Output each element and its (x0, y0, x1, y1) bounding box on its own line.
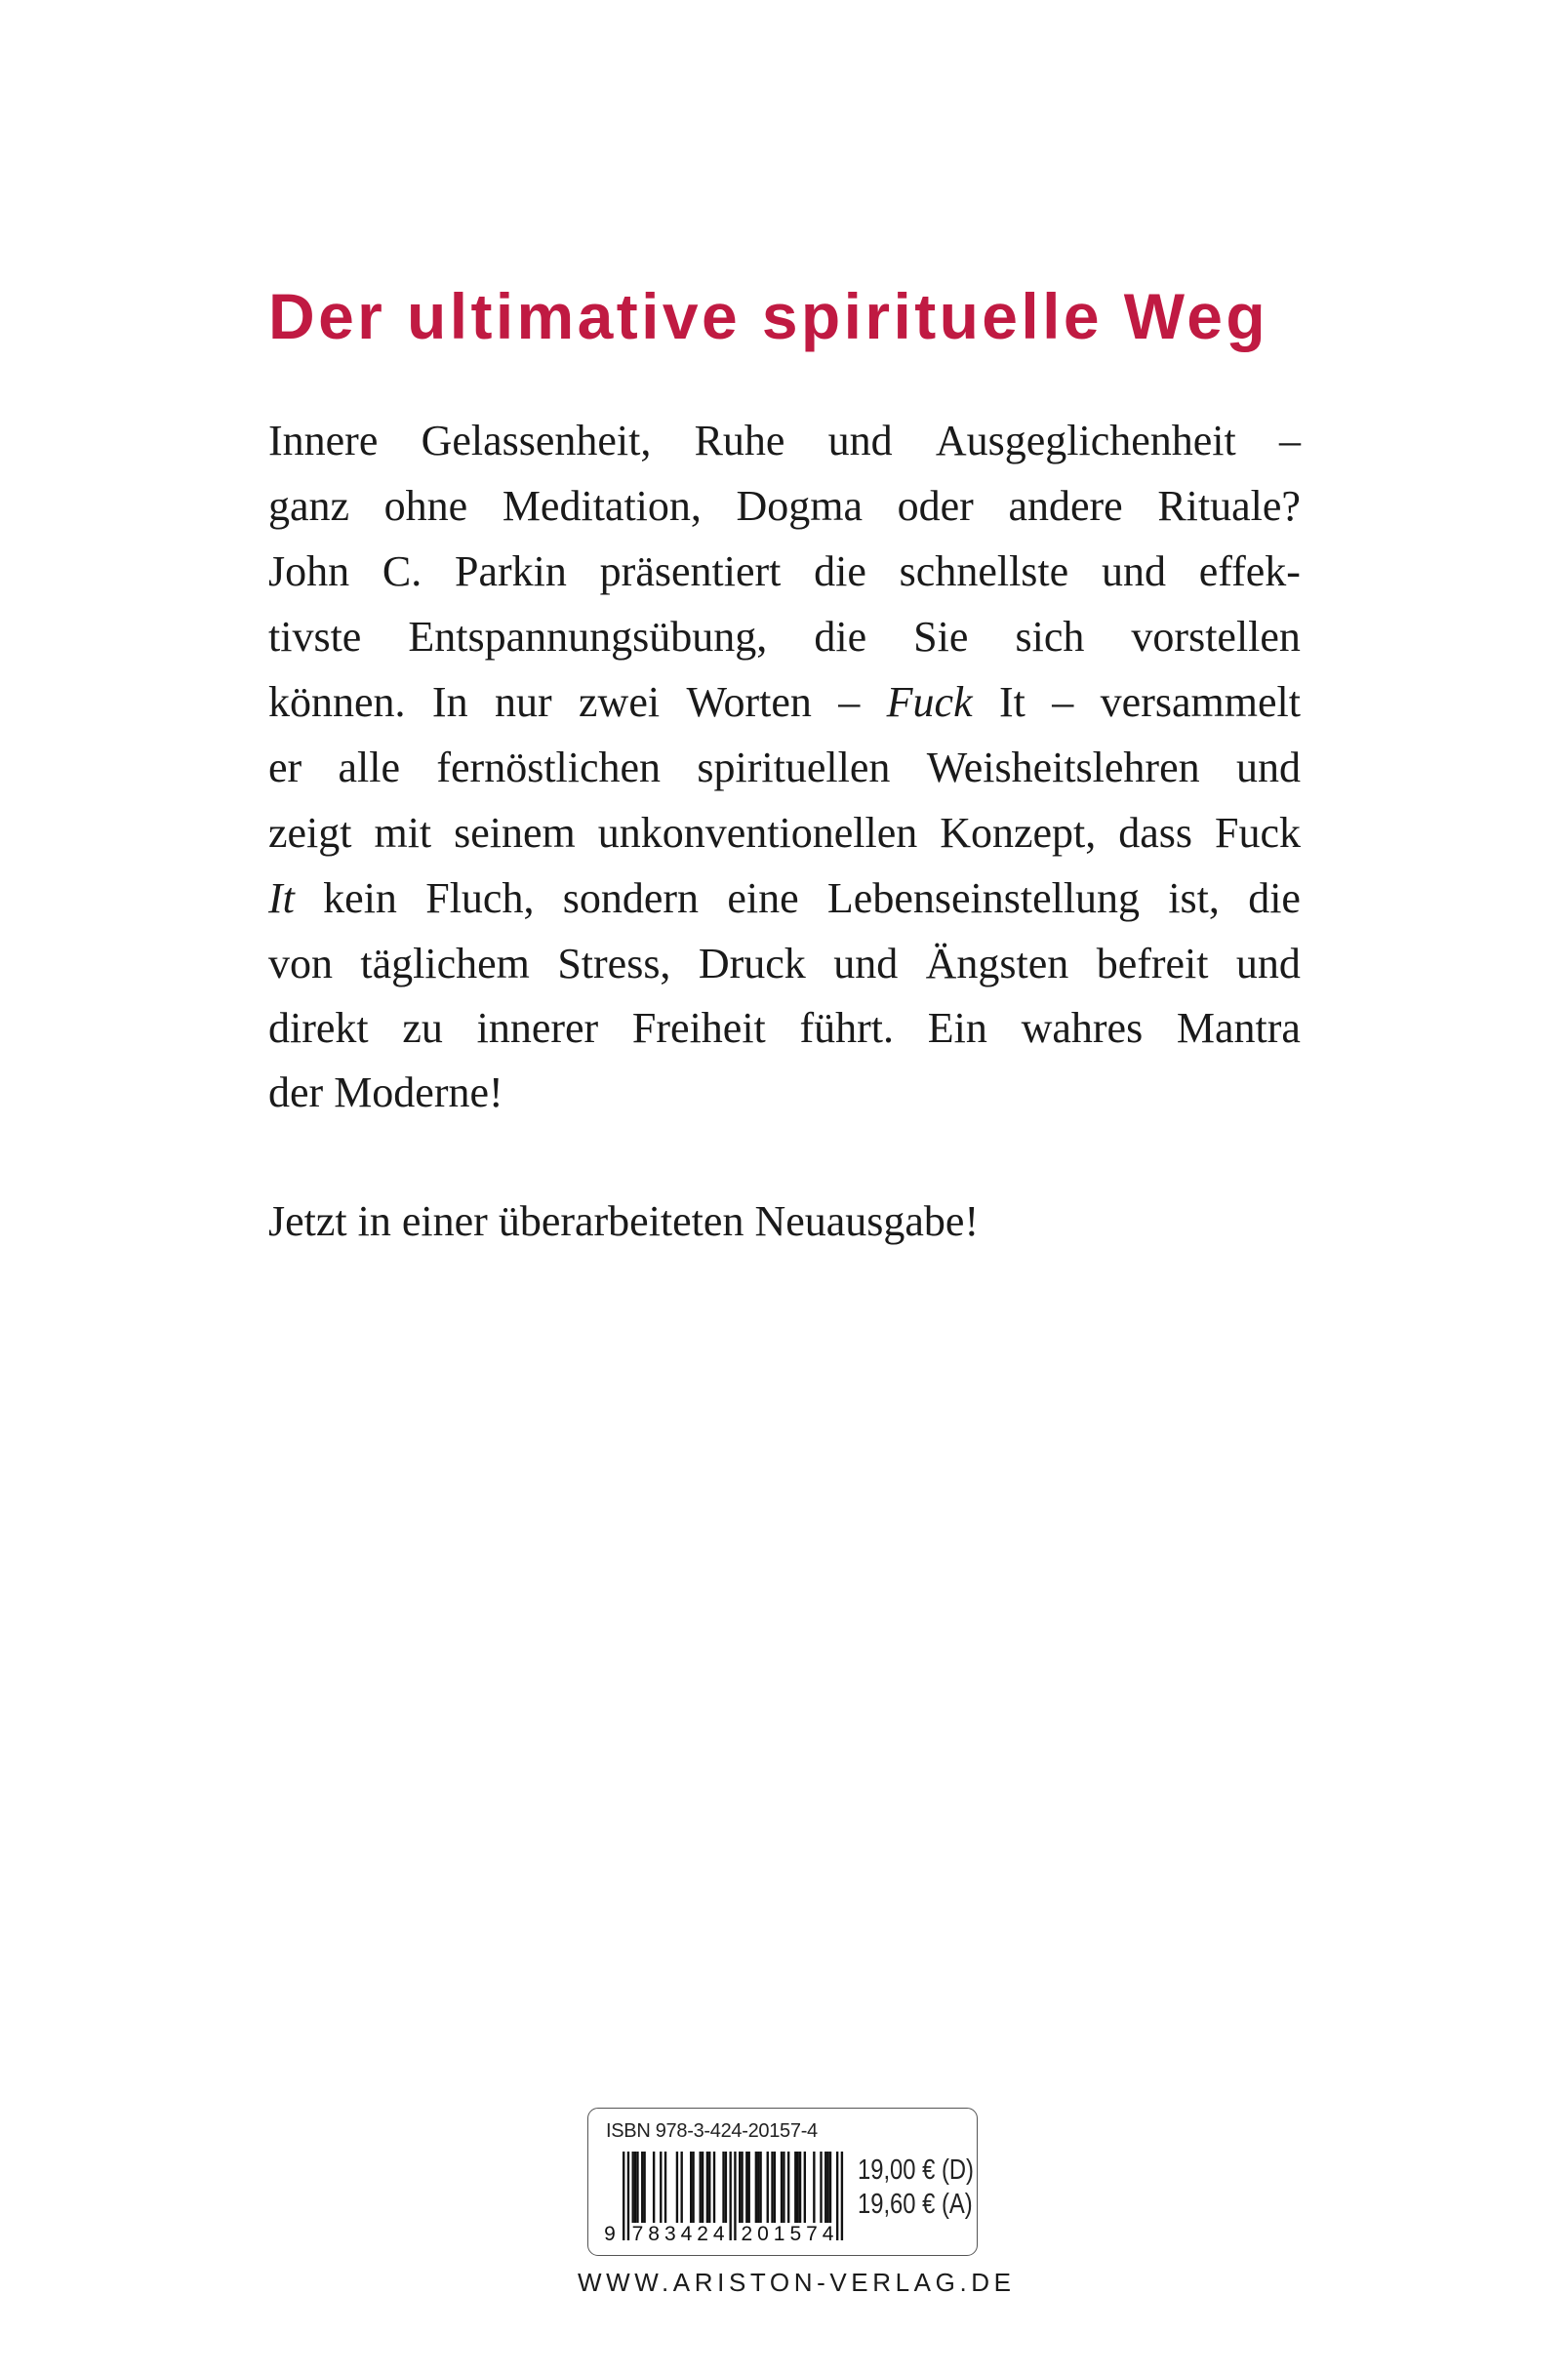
word: seinem (454, 809, 576, 857)
svg-text:5: 5 (789, 2223, 802, 2245)
word: können. (268, 678, 406, 726)
word: überarbeiteten (498, 1197, 744, 1245)
word: mit (374, 809, 432, 857)
blurb-line (268, 808, 1301, 857)
word: Innere (268, 417, 379, 464)
word: zwei (579, 678, 661, 726)
svg-text:2: 2 (741, 2223, 753, 2245)
word: unkonventionellen (597, 809, 918, 857)
word: Dogma (736, 482, 864, 530)
word: Fuck (1215, 809, 1301, 857)
word: Ein (927, 1004, 987, 1052)
blurb-line (268, 1003, 1301, 1052)
word: schnellste (899, 547, 1069, 595)
word: zu (402, 1004, 443, 1052)
word: und (1235, 744, 1301, 791)
word: In (431, 678, 468, 726)
blurb-line (268, 873, 1301, 922)
svg-text:3: 3 (663, 2223, 676, 2245)
svg-text:4: 4 (822, 2223, 834, 2245)
word: präsentiert (599, 547, 782, 595)
word: Fluch, (425, 874, 535, 922)
word: sich (1015, 613, 1085, 661)
word: zeigt (268, 809, 352, 857)
svg-text:7: 7 (806, 2223, 818, 2245)
blurb-line (268, 546, 1301, 595)
word: Ängsten (925, 940, 1069, 987)
word: er (268, 744, 302, 791)
word: Lebenseinstellung (826, 874, 1141, 922)
word: Meditation, (502, 482, 702, 530)
word: ohne (383, 482, 468, 530)
price-germany: 19,00 € (D) (858, 2154, 974, 2186)
word: fernöstlichen (436, 744, 662, 791)
word: effek- (1198, 547, 1301, 595)
word: Parkin (455, 547, 567, 595)
word: der (268, 1068, 324, 1116)
word: innerer (476, 1004, 599, 1052)
word: direkt (268, 1004, 369, 1052)
barcode-icon (602, 2148, 856, 2247)
word: und (833, 940, 899, 987)
word: ist, (1168, 874, 1220, 922)
word: Gelassenheit, (421, 417, 652, 464)
word: einer (401, 1197, 488, 1245)
svg-text:1: 1 (773, 2223, 785, 2245)
word: Ruhe (694, 417, 785, 464)
svg-text:7: 7 (631, 2223, 644, 2245)
word: dass (1118, 809, 1193, 857)
word: andere (1008, 482, 1123, 530)
word: versammelt (1100, 678, 1301, 726)
word: It (268, 874, 295, 922)
svg-text:2: 2 (697, 2223, 708, 2245)
svg-text:0: 0 (757, 2223, 769, 2245)
word: Fuck (886, 678, 973, 726)
word: von (268, 940, 333, 987)
word: ganz (268, 482, 350, 530)
svg-text:4: 4 (680, 2223, 693, 2245)
word: befreit (1096, 940, 1209, 987)
word: John (268, 547, 350, 595)
word: die (1248, 874, 1301, 922)
word: vorstellen (1131, 613, 1301, 661)
svg-text:9: 9 (604, 2223, 616, 2245)
word: oder (897, 482, 974, 530)
word: Moderne! (334, 1068, 503, 1116)
word: Entspannungsübung, (408, 613, 768, 661)
blurb-line (268, 416, 1301, 464)
word: führt. (799, 1004, 895, 1052)
word: – (838, 678, 861, 726)
blurb-line (268, 481, 1301, 530)
tagline (268, 1196, 1301, 1245)
word: It (999, 678, 1025, 726)
word: sondern (562, 874, 700, 922)
blurb-line (268, 612, 1301, 661)
word: Neuausgabe! (754, 1197, 980, 1245)
publisher-url: WWW.ARISTON-VERLAG.DE (578, 2268, 1016, 2297)
word: kein (323, 874, 397, 922)
cover-heading: Der ultimative spirituelle Weg (268, 280, 1269, 352)
word: die (814, 547, 866, 595)
word: in (357, 1197, 391, 1245)
price-list (858, 2154, 974, 2222)
price-austria: 19,60 € (A) (858, 2189, 973, 2220)
word: und (827, 417, 893, 464)
word: und (1235, 940, 1301, 987)
word: Weisheitslehren (926, 744, 1200, 791)
svg-text:4: 4 (712, 2223, 725, 2245)
word: spirituellen (697, 744, 891, 791)
word: Sie (913, 613, 969, 661)
blurb-line (268, 939, 1301, 987)
word: wahres (1021, 1004, 1144, 1052)
word: Ausgeglichenheit (935, 417, 1236, 464)
word: Konzept, (940, 809, 1097, 857)
word: Freiheit (631, 1004, 766, 1052)
word: täglichem (360, 940, 530, 987)
word: Jetzt (268, 1197, 347, 1245)
word: tivste (268, 613, 362, 661)
word: Stress, (557, 940, 671, 987)
word: eine (727, 874, 799, 922)
word: alle (338, 744, 401, 791)
word: – (1052, 678, 1074, 726)
word: C. (382, 547, 422, 595)
word: – (1278, 417, 1301, 464)
word: die (814, 613, 867, 661)
blurb-line (268, 677, 1301, 726)
word: Worten (686, 678, 812, 726)
word: Druck (698, 940, 806, 987)
blurb-line (268, 743, 1301, 791)
svg-text:8: 8 (648, 2223, 660, 2245)
blurb-line (268, 1067, 1301, 1116)
word: und (1101, 547, 1166, 595)
word: nur (494, 678, 552, 726)
word: Rituale? (1157, 482, 1301, 530)
word: Mantra (1176, 1004, 1301, 1052)
isbn-number: ISBN 978-3-424-20157-4 (606, 2120, 818, 2142)
isbn-barcode-label (587, 2108, 978, 2256)
